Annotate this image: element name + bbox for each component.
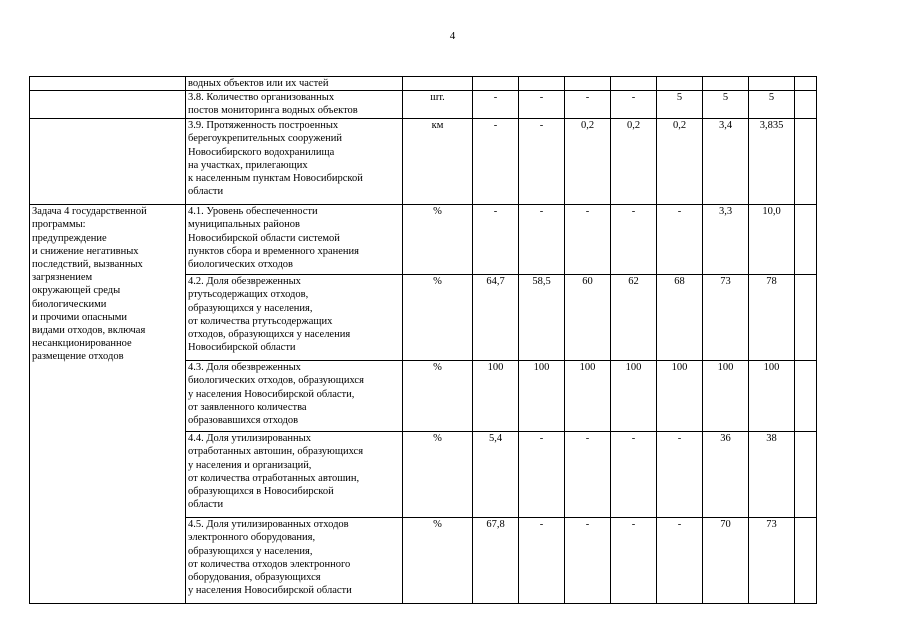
value-cell: 3,3 — [703, 205, 749, 275]
value-cell: 100 — [519, 361, 565, 432]
task-cell-empty — [30, 91, 186, 119]
indicator-cell: 3.8. Количество организованных постов мониторинга водных объектов — [186, 91, 403, 119]
value-cell: - — [565, 518, 611, 604]
value-cell: 5 — [657, 91, 703, 119]
value-cell: 3,835 — [749, 119, 795, 205]
value-cell — [657, 77, 703, 91]
task-line: и прочими опасными — [32, 311, 128, 323]
value-cell — [703, 77, 749, 91]
value-cell — [795, 77, 817, 91]
task-line: последствий, вызванных — [32, 259, 143, 271]
task-line: Задача 4 государственной — [32, 206, 147, 218]
value-cell — [795, 205, 817, 275]
value-cell: 58,5 — [519, 275, 565, 361]
value-cell: 100 — [611, 361, 657, 432]
value-cell: 60 — [565, 275, 611, 361]
value-cell: - — [565, 432, 611, 518]
task-line: и снижение негативных — [32, 245, 139, 257]
unit-cell — [403, 77, 473, 91]
value-cell: 68 — [657, 275, 703, 361]
indicator-cell: 4.5. Доля утилизированных отходов электронного оборудования, образующихся у населения, от количества отходов электронного оборудования, образующихся у населения Новосибирской области — [186, 518, 403, 604]
value-cell: 70 — [703, 518, 749, 604]
value-cell — [795, 432, 817, 518]
value-cell: 100 — [657, 361, 703, 432]
value-cell: 38 — [749, 432, 795, 518]
task-line: окружающей среды — [32, 285, 121, 297]
value-cell: 36 — [703, 432, 749, 518]
unit-cell: % — [403, 361, 473, 432]
value-cell: 5,4 — [473, 432, 519, 518]
value-cell: - — [657, 432, 703, 518]
value-cell: 0,2 — [565, 119, 611, 205]
value-cell: - — [473, 205, 519, 275]
value-cell: 3,4 — [703, 119, 749, 205]
indicator-cell: 4.3. Доля обезвреженных биологических отходов, образующихся у населения Новосибирской области, от заявленного количества образовавшихся отходов — [186, 361, 403, 432]
unit-cell: % — [403, 205, 473, 275]
value-cell: 100 — [703, 361, 749, 432]
value-cell: 100 — [565, 361, 611, 432]
value-cell: - — [565, 91, 611, 119]
value-cell — [519, 77, 565, 91]
indicator-cell: 4.4. Доля утилизированных отработанных автошин, образующихся у населения и организаций, от количества отработанных автошин, образующихся в Новосибирской области — [186, 432, 403, 518]
task-line: предупреждение — [32, 232, 107, 244]
value-cell: 67,8 — [473, 518, 519, 604]
value-cell: - — [519, 518, 565, 604]
table-row — [30, 119, 817, 205]
value-cell: - — [473, 91, 519, 119]
value-cell: - — [519, 91, 565, 119]
value-cell: 62 — [611, 275, 657, 361]
indicators-table — [29, 76, 817, 604]
task-cell-empty — [30, 77, 186, 91]
value-cell — [795, 361, 817, 432]
task-line: несанкционированное — [32, 338, 132, 350]
value-cell: 5 — [703, 91, 749, 119]
value-cell: 0,2 — [657, 119, 703, 205]
table-row — [30, 205, 817, 275]
task-description — [30, 205, 186, 604]
table-row — [30, 91, 817, 119]
unit-cell: % — [403, 432, 473, 518]
page-number: 4 — [449, 30, 456, 42]
value-cell: - — [519, 205, 565, 275]
table-row — [30, 77, 817, 91]
value-cell: - — [657, 205, 703, 275]
value-cell — [795, 518, 817, 604]
value-cell: - — [519, 432, 565, 518]
task-line: загрязнением — [32, 272, 93, 284]
value-cell: - — [657, 518, 703, 604]
task-line: программы: — [32, 219, 86, 231]
indicator-cell: 4.1. Уровень обеспеченности муниципальных районов Новосибирской области системой пунктов сбора и временного хранения биологических отходов — [186, 205, 403, 275]
value-cell — [795, 275, 817, 361]
value-cell: - — [611, 518, 657, 604]
unit-cell: % — [403, 275, 473, 361]
task-line: видами отходов, включая — [32, 325, 146, 337]
task-line: биологическими — [32, 298, 107, 310]
value-cell: - — [473, 119, 519, 205]
unit-cell: км — [403, 119, 473, 205]
value-cell: 10,0 — [749, 205, 795, 275]
value-cell — [565, 77, 611, 91]
value-cell: 5 — [749, 91, 795, 119]
value-cell: 100 — [749, 361, 795, 432]
value-cell — [611, 77, 657, 91]
value-cell: 64,7 — [473, 275, 519, 361]
value-cell — [473, 77, 519, 91]
value-cell: 73 — [749, 518, 795, 604]
indicator-cell: 3.9. Протяженность построенных берегоукрепительных сооружений Новосибирского водохранилища на участках, прилегающих к населенным пунктам Новосибирской области — [186, 119, 403, 205]
task-cell-empty — [30, 119, 186, 205]
value-cell — [795, 91, 817, 119]
value-cell: 78 — [749, 275, 795, 361]
value-cell: - — [519, 119, 565, 205]
value-cell — [795, 119, 817, 205]
indicator-cell: водных объектов или их частей — [186, 77, 403, 91]
value-cell — [749, 77, 795, 91]
value-cell: - — [565, 205, 611, 275]
value-cell: - — [611, 91, 657, 119]
task-line: размещение отходов — [32, 351, 124, 363]
value-cell: 0,2 — [611, 119, 657, 205]
unit-cell: шт. — [403, 91, 473, 119]
value-cell: - — [611, 205, 657, 275]
indicator-cell: 4.2. Доля обезвреженных ртутьсодержащих отходов, образующихся у населения, от количества ртутьсодержащих отходов, образующихся у населения Новосибирской области — [186, 275, 403, 361]
unit-cell: % — [403, 518, 473, 604]
value-cell: 73 — [703, 275, 749, 361]
value-cell: - — [611, 432, 657, 518]
value-cell: 100 — [473, 361, 519, 432]
